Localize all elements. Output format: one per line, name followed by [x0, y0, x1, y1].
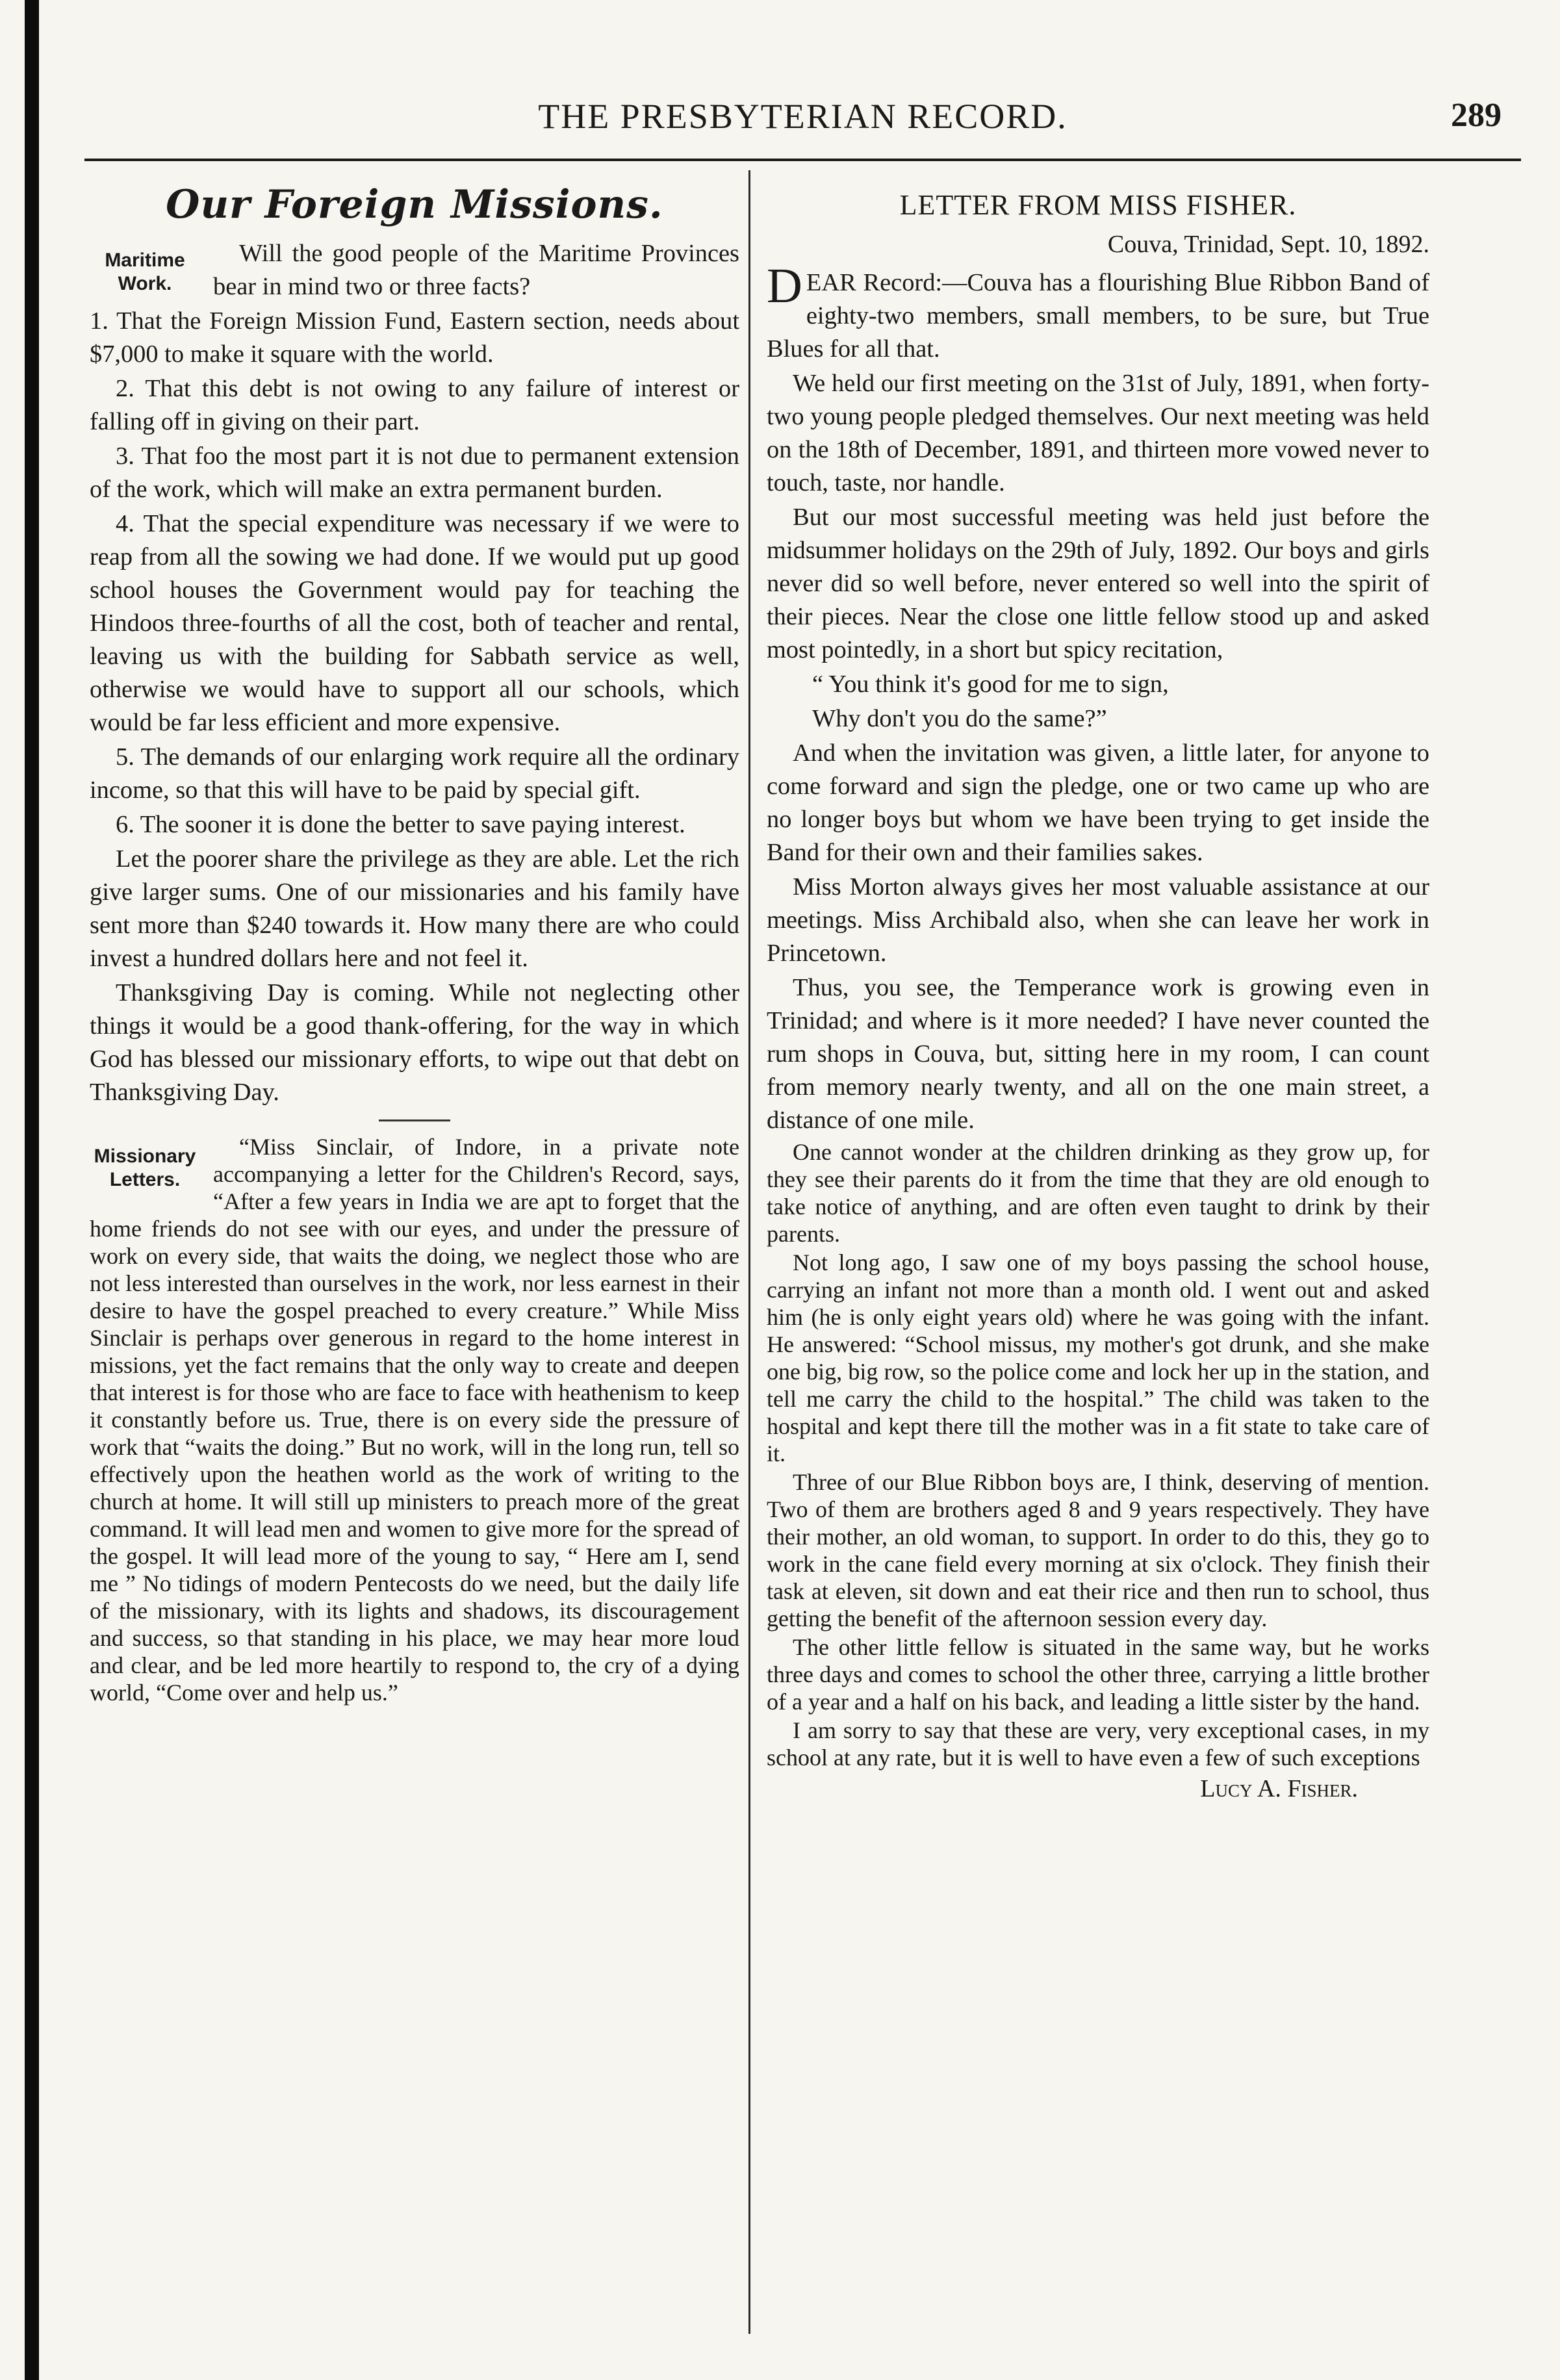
side-label-missionary-letters: Missionary Letters. — [94, 1145, 196, 1190]
dateline: Couva, Trinidad, Sept. 10, 1892. — [1107, 231, 1429, 258]
fact-2: 2. That this debt is not owing to any failure of interest or falling off in giving on their part. — [90, 375, 739, 435]
section-rule — [379, 1120, 450, 1121]
letter-paragraph-7: Not long ago, I saw one of my boys passing the school house, carrying an infant not more than a month old. I went out and asked him (he is only eight years old) where he was going with the infant. He answered: “School missus, my mother's got drunk, and she make one big, big row, so the police come and lock her up in the station, and tell me carry the child to the hospital.” The child was taken to the hospital and kept there till the mother was in a fit state to take care of it. — [767, 1249, 1429, 1466]
drop-cap: D — [767, 259, 802, 313]
left-column — [90, 175, 739, 1708]
letter-paragraph-4: Miss Morton always gives her most valuable assistance at our meetings. Miss Archibald also, when she can leave her work in Princetown. — [767, 873, 1429, 967]
letter-paragraph-2: But our most successful meeting was held just before the midsummer holidays on the 29th of July, 1892. Our boys and girls never did so well before, never entered so well into the spirit of their pieces. Near the close one little fellow stood up and asked most pointedly, in a short but spicy recitation, — [767, 504, 1429, 663]
verse-line-2: Why don't you do the same?” — [812, 705, 1107, 732]
missionary-letters-paragraph: “Miss Sinclair, of Indore, in a private note accompanying a letter for the Children's Record, says, “After a few years in India we are apt to forget that the home friends do not see with our eyes, and under the pressure of work on every side, that waits the doing, we neglect those who are not less interested than ourselves in the work, nor less earnest in their desire to have the gospel preached to every creature.” While Miss Sinclair is perhaps over generous in regard to the home interest in missions, yet the fact remains that the only way to create and deepen that interest is for those who are face to face with heathenism to keep it constantly before us. True, there is on every side the pressure of work that “waits the doing.” But no work, will in the long run, tell so effectively upon the heathen world as the work of writing to the church at home. It will still up ministers to preach more of the great command. It will lead men and women to give more for the spread of the gospel. It will lead more of the young to say, “ Here am I, send me ” No tidings of modern Pentecosts do we need, but the daily life of the missionary, with its lights and shadows, its discouragement and success, so that standing in his place, we may hear more loud and clear, and be led more heartily to respond to, the cry of a dying world, “Come over and help us.” — [90, 1134, 739, 1706]
salutation-text: EAR Record:—Couva has a flourishing Blue Ribbon Band of eighty-two members, small members, to be sure, but True Blues for all that. — [767, 269, 1429, 363]
letter-paragraph-3: And when the invitation was given, a little later, for anyone to come forward and sign the pledge, one or two came up who are no longer boys but whom we have been trying to get inside the Band for their own and their families sakes. — [767, 739, 1429, 866]
poorer-paragraph: Let the poorer share the privilege as they are able. Let the rich give larger sums. One of our missionaries and his family have sent more than $240 towards it. How many there are who could invest a hundred dollars here and not feel it. — [90, 845, 739, 972]
header-rule — [84, 159, 1521, 161]
letter-paragraph-9: The other little fellow is situated in the same way, but he works three days and comes to school the other three, carrying a little brother of a year and a half on his back, and leading a little sister by the hand. — [767, 1634, 1429, 1715]
side-label-maritime: Maritime Work. — [105, 250, 185, 294]
right-column — [767, 175, 1429, 1807]
running-title: THE PRESBYTERIAN RECORD. — [538, 97, 1068, 136]
page-header — [84, 91, 1521, 149]
letter-paragraph-1: We held our first meeting on the 31st of July, 1891, when forty-two young people pledged themselves. Our next meeting was held on the 18th of December, 1891, and thirteen more vowed never to touch, taste, nor handle. — [767, 370, 1429, 496]
fact-5: 5. The demands of our enlarging work require all the ordinary income, so that this will have to be paid by special gift. — [90, 743, 739, 804]
fact-4: 4. That the special expenditure was necessary if we were to reap from all the sowing we had done. If we would put up good school houses the Government would pay for teaching the Hindoos three-fourths of all the cost, both of teacher and rental, leaving us with the building for Sabbath service as well, otherwise we would have to support all our schools, which would be far less efficient and more expensive. — [90, 510, 739, 736]
salutation-paragraph — [767, 259, 1429, 366]
section-title: Our Foreign Missions. — [166, 182, 663, 227]
page-number: 289 — [1451, 97, 1502, 134]
fact-3: 3. That foo the most part it is not due to permanent extension of the work, which will make an extra permanent burden. — [90, 442, 739, 503]
fact-6: 6. The sooner it is done the better to save paying interest. — [116, 811, 685, 838]
column-divider — [748, 170, 750, 2334]
signature: Lucy A. Fisher. — [1200, 1775, 1358, 1802]
verse-line-1: “ You think it's good for me to sign, — [812, 671, 1169, 698]
fact-1: 1. That the Foreign Mission Fund, Eastern section, needs about $7,000 to make it square with the world. — [90, 307, 739, 368]
letter-paragraph-5: Thus, you see, the Temperance work is growing even in Trinidad; and where is it more needed? I have never counted the rum shops in Couva, but, sitting here in my room, I can count from memory nearly twenty, and all on the one main street, a distance of one mile. — [767, 974, 1429, 1134]
letter-paragraph-10: I am sorry to say that these are very, very exceptional cases, in my school at any rate, but it is well to have even a few of such exceptions — [767, 1717, 1429, 1771]
letter-paragraph-6: One cannot wonder at the children drinking as they grow up, for they see their parents do it from the time that they are old enough to take notice of anything, and are often even taught to drink by their parents. — [767, 1139, 1429, 1247]
thanksgiving-paragraph: Thanksgiving Day is coming. While not neglecting other things it would be a good thank-offering, for the way in which God has blessed our missionary efforts, to wipe out that debt on Thanksgiving Day. — [90, 979, 739, 1106]
letter-paragraph-8: Three of our Blue Ribbon boys are, I think, deserving of mention. Two of them are brothers aged 8 and 9 years respectively. They have their mother, an old woman, to support. In order to do this, they go to work in the cane field every morning at six o'clock. They finish their task at eleven, sit down and eat their rice and then run to school, thus getting the benefit of the afternoon session every day. — [767, 1469, 1429, 1631]
scan-edge-bar — [25, 0, 39, 2380]
letter-title: LETTER FROM MISS FISHER. — [899, 189, 1297, 221]
intro-paragraph: Will the good people of the Maritime Provinces bear in mind two or three facts? — [213, 240, 739, 300]
